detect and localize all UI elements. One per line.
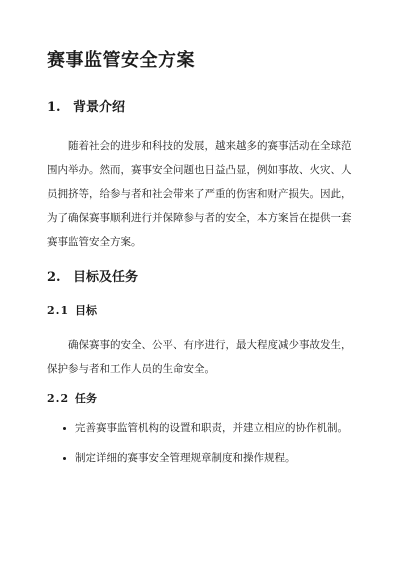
- subsection-2-1-paragraph: [47, 333, 353, 381]
- paragraph-line: 员拥挤等，给参与者和社会带来了严重的伤害和财产损失。因此，: [47, 188, 352, 200]
- section-2-number: 2.: [47, 270, 61, 285]
- paragraph-line: 围内举办。然而，赛事安全问题也日益凸显，例如事故、火灾、人: [47, 164, 352, 176]
- paragraph-line: 赛事监管安全方案。: [47, 236, 142, 248]
- subsection-2-2-title: 任务: [75, 392, 97, 405]
- subsection-2-2-number: 2.2: [47, 392, 70, 405]
- list-item: [47, 448, 367, 478]
- section-1-number: 1.: [47, 100, 61, 115]
- list-item: [47, 418, 367, 448]
- bullet-icon: [63, 427, 66, 430]
- bullet-icon: [63, 457, 66, 460]
- paragraph-line: 确保赛事的安全、公平、有序进行，最大程度减少事故发生，: [68, 339, 352, 351]
- section-2-heading: [47, 266, 138, 285]
- subsection-2-1-number: 2.1: [47, 304, 70, 317]
- bullet-text: 制定详细的赛事安全管理规章制度和操作规程。: [75, 452, 296, 464]
- subsection-2-2-heading: [47, 390, 97, 406]
- section-1-paragraph: [47, 134, 353, 254]
- paragraph-line: 保护参与者和工作人员的生命安全。: [47, 363, 215, 375]
- subsection-2-1-title: 目标: [75, 304, 97, 317]
- paragraph-line: 随着社会的进步和科技的发展，越来越多的赛事活动在全球范: [68, 140, 352, 152]
- section-2-title: 目标及任务: [73, 270, 139, 285]
- subsection-2-1-heading: [47, 302, 97, 318]
- section-1-title: 背景介绍: [73, 100, 126, 115]
- task-bullet-list: [47, 418, 367, 478]
- document-title: 赛事监管安全方案: [47, 50, 195, 71]
- paragraph-line: 为了确保赛事顺利进行并保障参与者的安全，本方案旨在提供一套: [47, 212, 352, 224]
- bullet-text: 完善赛事监管机构的设置和职责，并建立相应的协作机制。: [75, 422, 348, 434]
- section-1-heading: [47, 96, 125, 115]
